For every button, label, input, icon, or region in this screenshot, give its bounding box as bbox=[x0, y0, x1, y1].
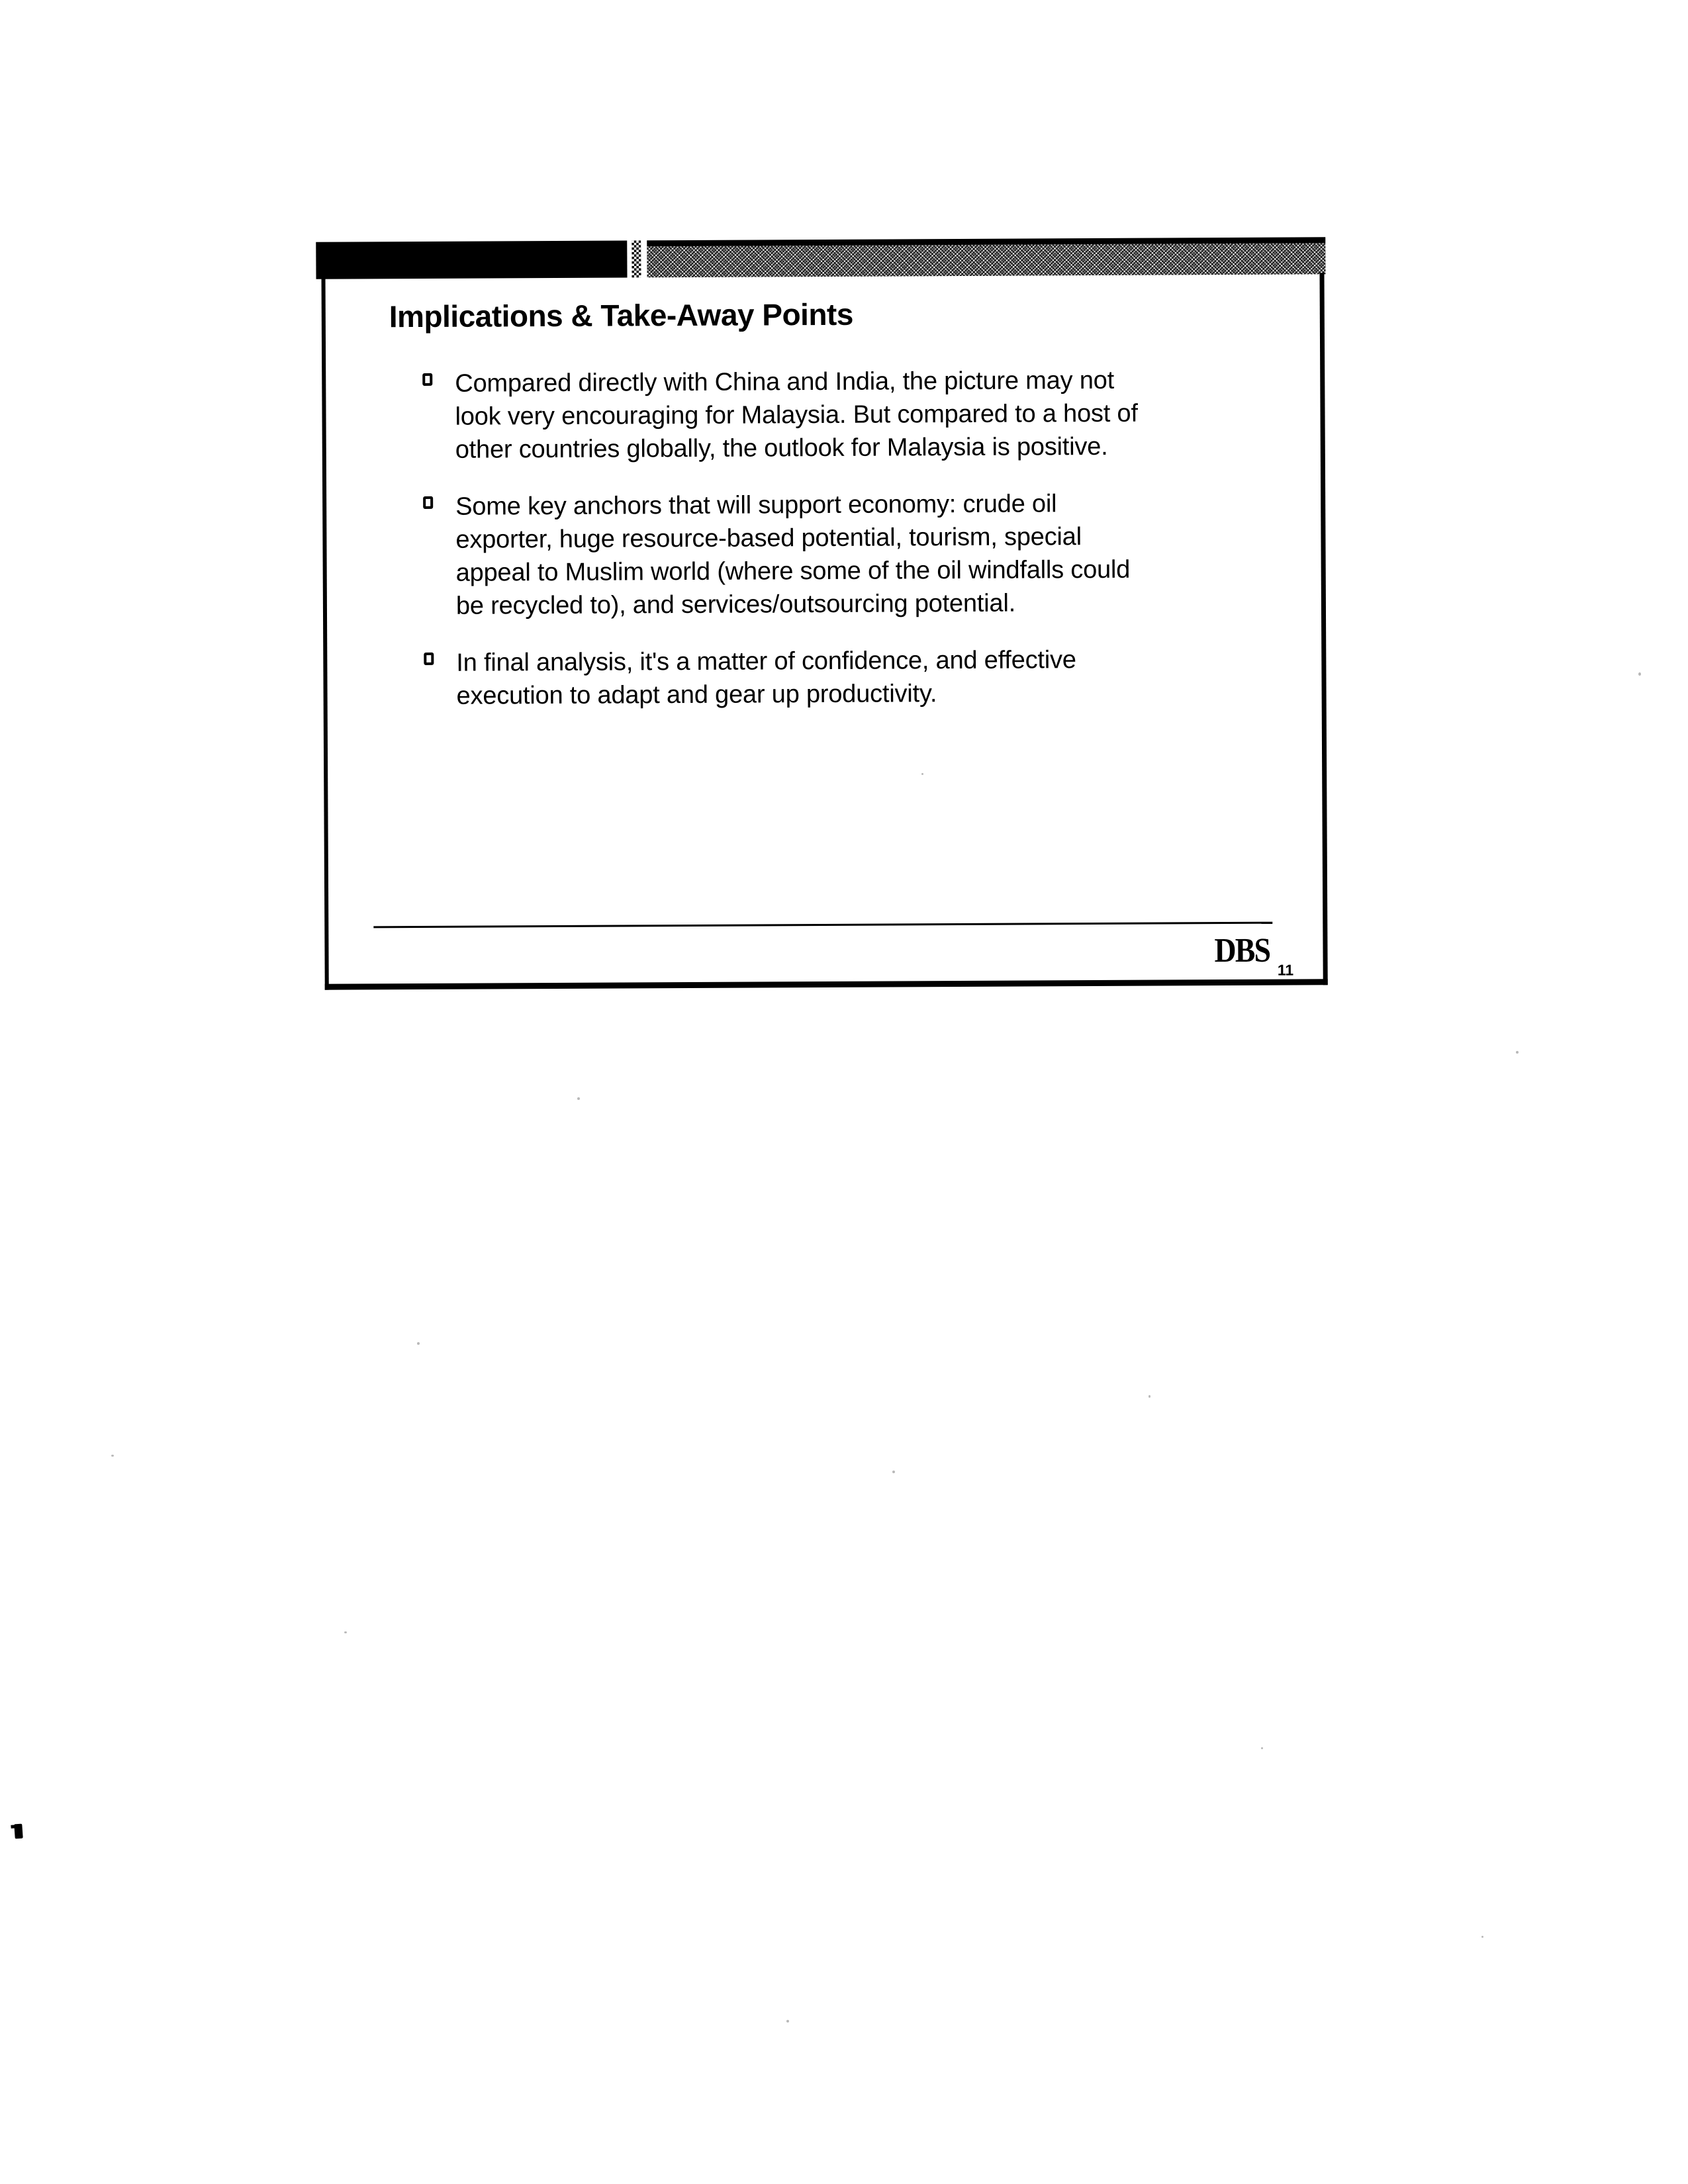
header-stripe-divider bbox=[632, 240, 641, 277]
bullet-item bbox=[423, 486, 1280, 623]
scan-speck bbox=[1638, 672, 1641, 676]
slide-border-bottom bbox=[325, 979, 1328, 989]
header-halftone-bar bbox=[647, 237, 1325, 277]
scan-speck bbox=[892, 1471, 895, 1473]
square-bullet-icon bbox=[424, 653, 434, 665]
dbs-logo: DBS bbox=[1214, 931, 1270, 970]
slide-frame bbox=[321, 237, 1328, 989]
footer-brand bbox=[1214, 931, 1294, 980]
header-black-block bbox=[316, 240, 627, 279]
scan-speck bbox=[1261, 1747, 1263, 1749]
footer-rule bbox=[373, 922, 1272, 929]
scan-speck bbox=[417, 1342, 420, 1345]
bullet-text: Some key anchors that will support economy: crude oil exporter, huge resource-based potential, tourism, special appeal to Muslim world (where some of the oil windfalls could be recycled to), and services/outsourcing potential. bbox=[455, 490, 1131, 620]
scan-speck bbox=[111, 1455, 114, 1457]
scan-speck bbox=[921, 773, 923, 775]
scan-speck bbox=[1481, 1936, 1483, 1938]
bullet-list bbox=[422, 363, 1280, 737]
bullet-item bbox=[424, 643, 1280, 713]
square-bullet-icon bbox=[422, 373, 432, 386]
bullet-text: In final analysis, it's a matter of confidence, and effective execution to adapt and gear up productivity. bbox=[456, 646, 1076, 710]
stray-ink-mark bbox=[14, 1824, 23, 1839]
slide-title: Implications & Take-Away Points bbox=[389, 296, 854, 334]
scan-speck bbox=[577, 1097, 580, 1100]
slide-border-left bbox=[322, 278, 329, 990]
scan-speck bbox=[1149, 1395, 1150, 1398]
scan-speck bbox=[344, 1631, 347, 1633]
bullet-item bbox=[422, 363, 1279, 467]
scan-speck bbox=[786, 2020, 789, 2023]
square-bullet-icon bbox=[423, 496, 433, 509]
slide-border-right bbox=[1319, 273, 1327, 985]
scan-speck bbox=[1516, 1051, 1519, 1054]
slide-header-bar bbox=[316, 237, 1325, 279]
bullet-text: Compared directly with China and India, the picture may not look very encouraging for Malaysia. But compared to a host of other countries globally, the outlook for Malaysia is positive. bbox=[455, 366, 1138, 464]
page-number: 11 bbox=[1277, 961, 1294, 979]
